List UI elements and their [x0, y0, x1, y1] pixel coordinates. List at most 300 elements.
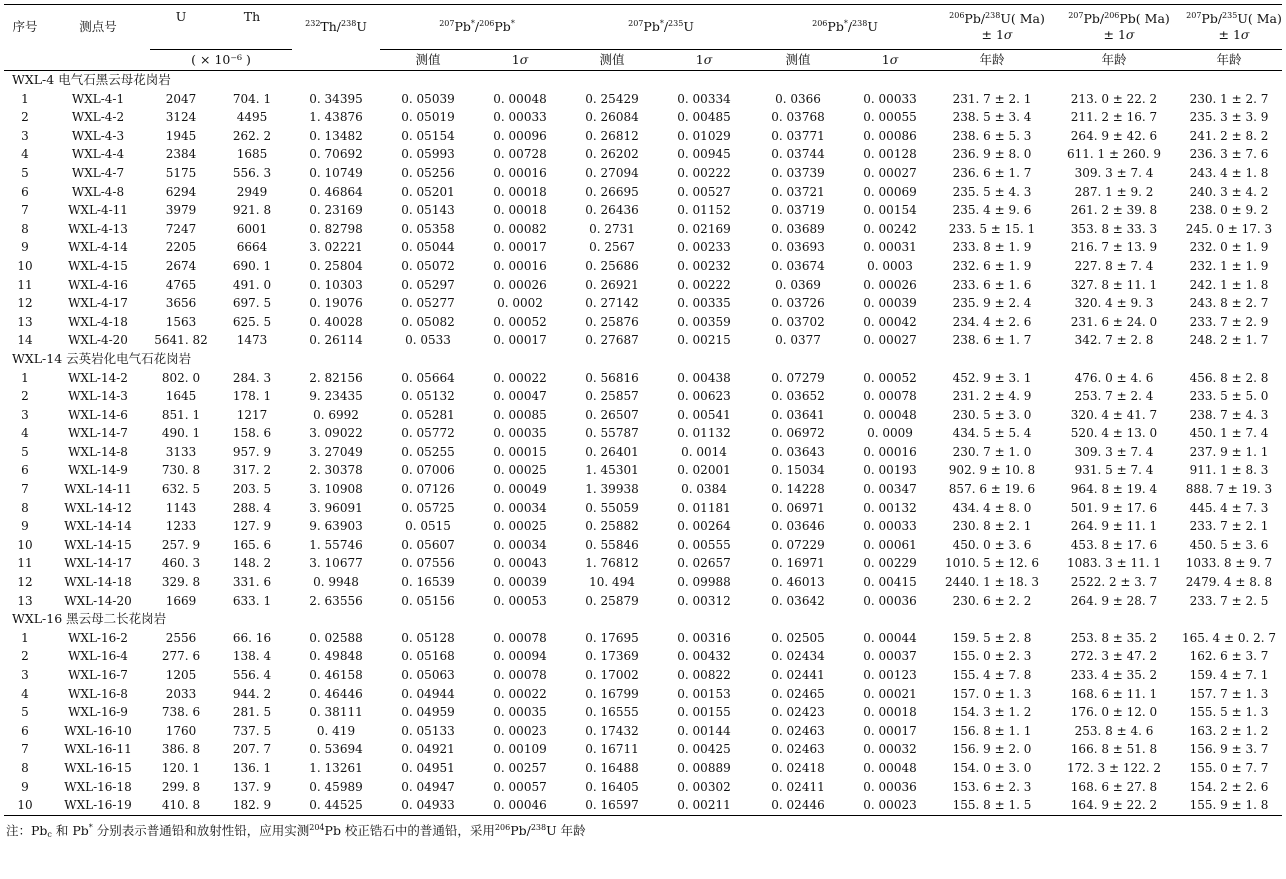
cell-age-207-235: 155. 0 ± 7. 7 — [1189, 760, 1269, 775]
cell-th: 4495 — [236, 110, 268, 125]
table-row — [4, 201, 1282, 220]
cell-pb68-sigma: 0. 00032 — [863, 742, 917, 757]
cell-age-206-238: 157. 0 ± 1. 3 — [952, 686, 1032, 701]
cell-pb75-sigma: 0. 00211 — [660, 796, 748, 815]
header-blank-3 — [292, 50, 380, 71]
cell-age-206-238: 238. 6 ± 5. 3 — [952, 128, 1032, 143]
cell-age-207-206: 261. 2 ± 39. 8 — [1070, 203, 1158, 218]
cell-pb68: 0. 03693 — [771, 240, 825, 255]
cell-no: 11 — [17, 277, 33, 292]
cell-pb76: 0. 04921 — [401, 742, 455, 757]
footnote: 注：$Pb_c$ 和 Pb* 分别表示普通铅和放射性铅，应用实测$^{204}$Pb 校正锆石中的普通铅，采用$^{206}$Pb/$^{238}$U 年龄 — [6, 822, 586, 839]
cell-pb75: 0. 16799 — [585, 686, 639, 701]
cell-age-207-235: 165. 4 ± 0. 2. 7 — [1181, 630, 1276, 645]
header-age-206-238: $^{206}$Pb/$^{238}$U( Ma) ± 1σ — [932, 5, 1052, 50]
cell-u: 1143 — [165, 500, 197, 515]
cell-age-206-238: 234. 4 ± 2. 6 — [952, 314, 1032, 329]
cell-no: 7 — [21, 482, 29, 497]
cell-pb68: 0. 16971 — [771, 556, 825, 571]
cell-pb76-sigma: 0. 00039 — [493, 575, 547, 590]
cell-pb75: 1. 39938 — [585, 482, 639, 497]
cell-pb75: 0. 26436 — [585, 203, 639, 218]
cell-age-206-238: 233. 5 ± 15. 1 — [948, 221, 1036, 236]
cell-pb75: 0. 55787 — [585, 426, 639, 441]
cell-age-207-206: 168. 6 ± 11. 1 — [1070, 686, 1158, 701]
cell-age-207-235: 236. 3 ± 7. 6 — [1189, 147, 1269, 162]
cell-point: WXL-4-7 — [71, 165, 125, 180]
cell-pb75-sigma: 0. 00312 — [677, 593, 731, 608]
cell-no: 1 — [21, 91, 29, 106]
cell-point: WXL-16-2 — [68, 630, 128, 645]
cell-th-u: 3. 96091 — [309, 500, 363, 515]
cell-pb76-sigma: 0. 00034 — [493, 537, 547, 552]
cell-pb76-sigma: 0. 00016 — [493, 165, 547, 180]
cell-pb75: 0. 26084 — [585, 110, 639, 125]
cell-th-u: 0. 19076 — [309, 296, 363, 311]
cell-pb75-sigma: 0. 02001 — [677, 463, 731, 478]
cell-th: 1685 — [236, 147, 268, 162]
cell-point: WXL-14-3 — [68, 389, 128, 404]
cell-th: 127. 9 — [232, 519, 272, 534]
cell-u: 738. 6 — [161, 705, 201, 720]
header-age-1: 年龄 — [979, 52, 1005, 67]
cell-th: 207. 7 — [232, 742, 272, 757]
table-row — [4, 369, 1282, 388]
cell-pb76: 0. 05297 — [401, 277, 455, 292]
cell-th-u: 0. 70692 — [309, 147, 363, 162]
table-row — [4, 183, 1282, 202]
cell-point: WXL-16-15 — [64, 760, 132, 775]
cell-age-207-235: 238. 0 ± 9. 2 — [1189, 203, 1269, 218]
cell-pb68: 0. 02505 — [771, 630, 825, 645]
cell-th-u: 3. 27049 — [309, 444, 363, 459]
cell-th: 284. 3 — [232, 370, 272, 385]
cell-pb76-sigma: 0. 00078 — [493, 630, 547, 645]
table-row — [4, 536, 1282, 555]
cell-no: 10 — [4, 796, 46, 815]
cell-u: 3133 — [165, 444, 197, 459]
cell-age-206-238: 235. 9 ± 2. 4 — [952, 296, 1032, 311]
cell-age-206-238: 238. 5 ± 3. 4 — [952, 110, 1032, 125]
cell-u: 386. 8 — [161, 742, 201, 757]
cell-age-206-238: 232. 6 ± 1. 9 — [952, 258, 1032, 273]
cell-pb68: 0. 46013 — [771, 575, 825, 590]
cell-no: 9 — [21, 240, 29, 255]
group-title: WXL-14 云英岩化电气石花岗岩 — [12, 350, 192, 366]
cell-no: 14 — [17, 333, 33, 348]
table-row — [4, 647, 1282, 666]
cell-th-u: 0. 38111 — [309, 705, 363, 720]
cell-age-207-206: 476. 0 ± 4. 6 — [1074, 370, 1154, 385]
cell-point: WXL-14-6 — [68, 407, 128, 422]
cell-no: 9 — [21, 519, 29, 534]
cell-point: WXL-4-2 — [71, 110, 125, 125]
cell-pb76-sigma: 0. 00015 — [493, 444, 547, 459]
cell-pb75-sigma: 0. 00144 — [677, 723, 731, 738]
header-pb207-pb206: $^{207}$Pb*/$^{206}$Pb* — [380, 5, 564, 50]
cell-age-207-206: 453. 8 ± 17. 6 — [1070, 537, 1158, 552]
cell-age-207-206: 264. 9 ± 28. 7 — [1070, 593, 1158, 608]
cell-age-207-206: 253. 8 ± 4. 6 — [1074, 723, 1154, 738]
cell-point: WXL-4-3 — [71, 128, 125, 143]
cell-pb76: 0. 04951 — [401, 760, 455, 775]
cell-th: 704. 1 — [232, 91, 272, 106]
cell-point: WXL-4-4 — [71, 147, 125, 162]
cell-pb76: 0. 05132 — [401, 389, 455, 404]
cell-pb76-sigma: 0. 00023 — [493, 723, 547, 738]
cell-th-u: 0. 53694 — [309, 742, 363, 757]
cell-th: 182. 9 — [212, 796, 292, 815]
cell-pb68-sigma: 0. 00044 — [863, 630, 917, 645]
cell-age-207-206: 227. 8 ± 7. 4 — [1074, 258, 1154, 273]
cell-age-206-238: 155. 4 ± 7. 8 — [952, 668, 1032, 682]
cell-th-u: 3. 10908 — [309, 482, 363, 497]
cell-pb76-sigma: 0. 00018 — [493, 184, 547, 199]
cell-pb75-sigma: 0. 00485 — [677, 110, 731, 125]
cell-pb75: 0. 25686 — [585, 258, 639, 273]
cell-pb75: 0. 16555 — [585, 705, 639, 720]
cell-point: WXL-14-7 — [68, 426, 128, 441]
table-row — [4, 759, 1282, 778]
cell-point: WXL-14-8 — [68, 444, 128, 459]
cell-u: 410. 8 — [150, 796, 212, 815]
cell-age-207-206: 320. 4 ± 41. 7 — [1070, 407, 1158, 422]
cell-th: 921. 8 — [232, 203, 272, 218]
header-age-207-235: $^{207}$Pb/$^{235}$U( Ma) ± 1σ — [1176, 5, 1282, 50]
cell-u: 851. 1 — [161, 407, 201, 422]
cell-th-u: 0. 10303 — [309, 277, 363, 292]
cell-pb68-sigma: 0. 00033 — [863, 91, 917, 106]
cell-pb76-sigma: 0. 00085 — [493, 407, 547, 422]
cell-pb76-sigma: 0. 00022 — [493, 686, 547, 701]
cell-no: 3 — [21, 668, 29, 682]
cell-no: 1 — [21, 630, 29, 645]
table-row — [4, 424, 1282, 443]
cell-age-206-238: 233. 6 ± 1. 6 — [952, 277, 1032, 292]
cell-th: 6664 — [236, 240, 268, 255]
cell-pb76-sigma: 0. 00017 — [493, 333, 547, 348]
cell-pb76-sigma: 0. 00046 — [476, 796, 564, 815]
cell-no: 2 — [21, 649, 29, 664]
cell-th: 957. 9 — [232, 444, 272, 459]
cell-pb68-sigma: 0. 00086 — [863, 128, 917, 143]
cell-age-207-235: 248. 2 ± 1. 7 — [1189, 333, 1269, 348]
cell-age-207-235: 243. 8 ± 2. 7 — [1189, 296, 1269, 311]
table-row — [4, 554, 1282, 573]
cell-pb75-sigma: 0. 00334 — [677, 91, 731, 106]
group-header — [4, 350, 1282, 369]
cell-u: 5175 — [165, 165, 197, 180]
cell-pb68: 0. 03652 — [771, 389, 825, 404]
table-row — [4, 313, 1282, 332]
cell-point: WXL-4-17 — [68, 296, 128, 311]
cell-pb76: 0. 05993 — [401, 147, 455, 162]
cell-pb68-sigma: 0. 00033 — [863, 519, 917, 534]
cell-th: 690. 1 — [232, 258, 272, 273]
cell-pb75-sigma: 0. 09988 — [677, 575, 731, 590]
cell-point: WXL-14-17 — [64, 556, 132, 571]
cell-no: 10 — [17, 258, 33, 273]
table-row — [4, 294, 1282, 313]
cell-no: 6 — [21, 184, 29, 199]
cell-th: 625. 5 — [232, 314, 272, 329]
cell-pb68: 0. 03719 — [771, 203, 825, 218]
cell-age-207-206: 342. 7 ± 2. 8 — [1074, 333, 1154, 348]
header-age-3: 年龄 — [1216, 52, 1242, 67]
cell-u: 1760 — [165, 723, 197, 738]
cell-pb68: 0. 03646 — [771, 519, 825, 534]
cell-no: 13 — [17, 593, 33, 608]
cell-pb76-sigma: 0. 00094 — [493, 649, 547, 664]
cell-point: WXL-4-20 — [68, 333, 128, 348]
cell-pb76-sigma: 0. 00035 — [493, 705, 547, 720]
cell-pb75: 0. 25876 — [585, 314, 639, 329]
cell-pb75-sigma: 0. 00335 — [677, 296, 731, 311]
table-body — [4, 71, 1282, 816]
cell-pb76-sigma: 0. 00018 — [493, 203, 547, 218]
cell-pb76-sigma: 0. 00025 — [493, 519, 547, 534]
header-sigma-1: 1σ — [511, 52, 529, 67]
cell-age-207-235: 235. 3 ± 3. 9 — [1189, 110, 1269, 125]
cell-pb75: 0. 26812 — [585, 128, 639, 143]
cell-pb75-sigma: 0. 0014 — [681, 444, 727, 459]
table-row — [4, 480, 1282, 499]
cell-u: 3656 — [165, 296, 197, 311]
cell-pb68: 0. 03689 — [771, 221, 825, 236]
cell-age-207-206: 216. 7 ± 13. 9 — [1070, 240, 1158, 255]
cell-age-207-235: 233. 7 ± 2. 1 — [1189, 519, 1269, 534]
cell-pb68: 0. 0366 — [775, 91, 821, 106]
cell-age-207-206: 264. 9 ± 42. 6 — [1070, 128, 1158, 143]
table-row — [4, 592, 1282, 611]
cell-pb75: 0. 25882 — [585, 519, 639, 534]
cell-age-206-238: 2440. 1 ± 18. 3 — [944, 575, 1040, 590]
cell-no: 4 — [21, 147, 29, 162]
cell-age-206-238: 235. 5 ± 4. 3 — [952, 184, 1032, 199]
cell-age-206-238: 155. 0 ± 2. 3 — [952, 649, 1032, 664]
cell-point: WXL-14-9 — [68, 463, 128, 478]
cell-pb75: 0. 25429 — [585, 91, 639, 106]
cell-pb68-sigma: 0. 00128 — [863, 147, 917, 162]
cell-pb68: 0. 15034 — [771, 463, 825, 478]
cell-pb76: 0. 05156 — [401, 593, 455, 608]
cell-pb76-sigma: 0. 00053 — [493, 593, 547, 608]
cell-pb75: 0. 2567 — [589, 240, 635, 255]
cell-pb75-sigma: 0. 00438 — [677, 370, 731, 385]
cell-th-u: 0. 40028 — [309, 314, 363, 329]
cell-pb76-sigma: 0. 00052 — [493, 314, 547, 329]
cell-pb68-sigma: 0. 00018 — [863, 705, 917, 720]
cell-pb76: 0. 05607 — [401, 537, 455, 552]
cell-point: WXL-14-18 — [64, 575, 132, 590]
cell-pb68-sigma: 0. 00042 — [863, 314, 917, 329]
cell-u: 1563 — [165, 314, 197, 329]
cell-age-207-235: 450. 1 ± 7. 4 — [1189, 426, 1269, 441]
cell-u: 1669 — [165, 593, 197, 608]
cell-age-207-206: 172. 3 ± 122. 2 — [1066, 760, 1162, 775]
cell-pb76: 0. 05201 — [401, 184, 455, 199]
cell-pb68-sigma: 0. 00048 — [863, 760, 917, 775]
cell-u: 2033 — [165, 686, 197, 701]
header-th: Th — [243, 9, 261, 24]
cell-point: WXL-4-13 — [68, 221, 128, 236]
cell-u: 460. 3 — [161, 556, 201, 571]
cell-point: WXL-14-14 — [64, 519, 132, 534]
table-row — [4, 685, 1282, 704]
cell-pb76: 0. 05725 — [401, 500, 455, 515]
cell-pb75-sigma: 0. 00527 — [677, 184, 731, 199]
cell-age-207-235: 155. 9 ± 1. 8 — [1176, 796, 1282, 815]
cell-pb75-sigma: 0. 00302 — [677, 779, 731, 794]
cell-age-207-206: 233. 4 ± 35. 2 — [1070, 668, 1158, 682]
cell-age-207-235: 1033. 8 ± 9. 7 — [1185, 556, 1273, 571]
cell-pb68-sigma: 0. 00055 — [863, 110, 917, 125]
cell-point: WXL-14-2 — [68, 370, 128, 385]
table-row — [4, 145, 1282, 164]
header-blank-2 — [46, 50, 150, 71]
cell-th-u: 3. 02221 — [309, 240, 363, 255]
header-pb207-u235: $^{207}$Pb*/$^{235}$U — [564, 5, 748, 50]
cell-no: 8 — [21, 760, 29, 775]
cell-th-u: 9. 63903 — [309, 519, 363, 534]
cell-point: WXL-4-1 — [71, 91, 125, 106]
cell-pb68-sigma: 0. 0009 — [867, 426, 913, 441]
cell-u: 2205 — [165, 240, 197, 255]
cell-u: 7247 — [165, 221, 197, 236]
cell-th-u: 0. 34395 — [309, 91, 363, 106]
table-row — [4, 257, 1282, 276]
cell-pb76: 0. 05154 — [401, 128, 455, 143]
header-unit: ( × 10⁻⁶ ) — [150, 50, 292, 71]
cell-pb68-sigma: 0. 00037 — [863, 649, 917, 664]
cell-age-207-206: 309. 3 ± 7. 4 — [1074, 444, 1154, 459]
cell-u: 2674 — [165, 258, 197, 273]
cell-pb68-sigma: 0. 00347 — [863, 482, 917, 497]
cell-pb68: 0. 03768 — [771, 110, 825, 125]
cell-pb76: 0. 05358 — [401, 221, 455, 236]
cell-pb76: 0. 05044 — [401, 240, 455, 255]
cell-pb75: 0. 55059 — [585, 500, 639, 515]
cell-pb68: 0. 02434 — [771, 649, 825, 664]
cell-pb68-sigma: 0. 00048 — [863, 407, 917, 422]
cell-th-u: 3. 10677 — [309, 556, 363, 571]
cell-th-u: 1. 13261 — [309, 760, 363, 775]
cell-age-207-235: 450. 5 ± 3. 6 — [1189, 537, 1269, 552]
cell-th: 697. 5 — [232, 296, 272, 311]
table-row — [4, 331, 1282, 350]
cell-pb68: 0. 03674 — [771, 258, 825, 273]
cell-no: 12 — [17, 575, 33, 590]
cell-pb76-sigma: 0. 00026 — [493, 277, 547, 292]
cell-th: 317. 2 — [232, 463, 272, 478]
cell-age-207-235: 154. 2 ± 2. 6 — [1189, 779, 1269, 794]
header-pb206-u238: $^{206}$Pb*/$^{238}$U — [748, 5, 932, 50]
cell-pb68: 0. 03739 — [771, 165, 825, 180]
cell-age-207-235: 242. 1 ± 1. 8 — [1189, 277, 1269, 292]
cell-point: WXL-14-15 — [64, 537, 132, 552]
cell-u: 2556 — [165, 630, 197, 645]
table-row — [4, 276, 1282, 295]
cell-pb75-sigma: 0. 00232 — [677, 258, 731, 273]
cell-th: 491. 0 — [232, 277, 272, 292]
cell-age-206-238: 857. 6 ± 19. 6 — [948, 482, 1036, 497]
cell-point: WXL-14-12 — [64, 500, 132, 515]
table-row — [4, 573, 1282, 592]
cell-u: 3124 — [165, 110, 197, 125]
cell-pb75-sigma: 0. 00316 — [677, 630, 731, 645]
cell-point: WXL-16-10 — [64, 723, 132, 738]
cell-th-u: 0. 82798 — [309, 221, 363, 236]
cell-th: 138. 4 — [232, 649, 272, 664]
cell-pb68: 0. 02446 — [748, 796, 848, 815]
cell-age-206-238: 154. 0 ± 3. 0 — [952, 760, 1032, 775]
cell-point: WXL-16-18 — [64, 779, 132, 794]
cell-pb68-sigma: 0. 00039 — [863, 296, 917, 311]
cell-pb76: 0. 07006 — [401, 463, 455, 478]
cell-th: 6001 — [236, 221, 268, 236]
cell-age-207-235: 156. 9 ± 3. 7 — [1189, 742, 1269, 757]
cell-no: 5 — [21, 444, 29, 459]
header-measured-3: 测值 — [785, 52, 811, 67]
cell-pb76: 0. 05063 — [401, 668, 455, 682]
cell-no: 4 — [21, 686, 29, 701]
cell-th: 158. 6 — [232, 426, 272, 441]
cell-pb75: 0. 26507 — [585, 407, 639, 422]
cell-age-207-235: 445. 4 ± 7. 3 — [1189, 500, 1269, 515]
cell-pb76: 0. 05256 — [401, 165, 455, 180]
cell-pb75: 0. 26401 — [585, 444, 639, 459]
cell-th: 556. 3 — [232, 165, 272, 180]
cell-age-207-206: 931. 5 ± 7. 4 — [1074, 463, 1154, 478]
cell-th-u: 0. 49848 — [309, 649, 363, 664]
cell-pb68-sigma: 0. 00061 — [863, 537, 917, 552]
table-row — [4, 722, 1282, 741]
cell-age-207-206: 264. 9 ± 11. 1 — [1070, 519, 1158, 534]
cell-no: 4 — [21, 426, 29, 441]
cell-age-207-206: 320. 4 ± 9. 3 — [1074, 296, 1154, 311]
cell-pb75: 0. 17002 — [585, 668, 639, 682]
cell-pb76-sigma: 0. 00078 — [493, 668, 547, 682]
cell-age-207-235: 888. 7 ± 19. 3 — [1185, 482, 1273, 497]
cell-u: 6294 — [165, 184, 197, 199]
cell-point: WXL-4-16 — [68, 277, 128, 292]
cell-th-u: 0. 46864 — [309, 184, 363, 199]
table-row — [4, 499, 1282, 518]
cell-age-207-206: 253. 8 ± 35. 2 — [1070, 630, 1158, 645]
cell-pb75: 0. 16597 — [564, 796, 660, 815]
cell-pb68: 0. 0377 — [775, 333, 821, 348]
cell-age-206-238: 235. 4 ± 9. 6 — [952, 203, 1032, 218]
cell-age-207-206: 520. 4 ± 13. 0 — [1070, 426, 1158, 441]
cell-no: 3 — [21, 407, 29, 422]
cell-pb75: 0. 16488 — [585, 760, 639, 775]
cell-pb68: 0. 03726 — [771, 296, 825, 311]
table-row — [4, 461, 1282, 480]
cell-pb68: 0. 02465 — [771, 686, 825, 701]
cell-point: WXL-16-9 — [68, 705, 128, 720]
cell-no: 11 — [17, 556, 33, 571]
cell-pb68-sigma: 0. 00031 — [863, 240, 917, 255]
cell-pb75-sigma: 0. 00623 — [677, 389, 731, 404]
table-row — [4, 629, 1282, 648]
cell-pb76-sigma: 0. 00057 — [493, 779, 547, 794]
cell-no: 2 — [21, 389, 29, 404]
cell-th: 165. 6 — [232, 537, 272, 552]
cell-age-207-206: 1083. 3 ± 11. 1 — [1066, 556, 1162, 571]
cell-pb75: 0. 16405 — [585, 779, 639, 794]
cell-point: WXL-16-4 — [68, 649, 128, 664]
table-row — [4, 90, 1282, 109]
